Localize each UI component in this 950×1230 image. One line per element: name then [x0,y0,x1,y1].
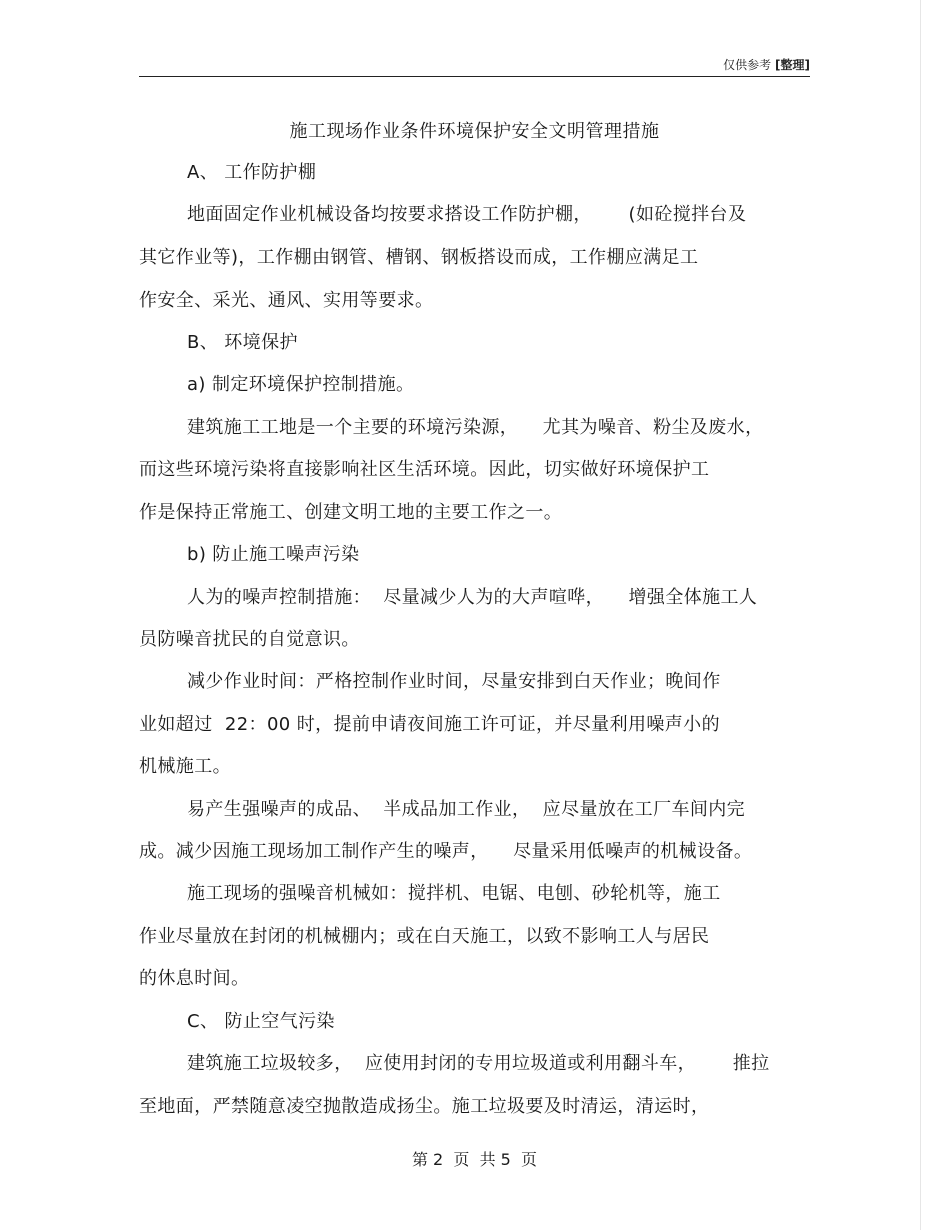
section-heading-a: A、 工作防护棚 [187,162,317,183]
paragraph-line: 作安全、采光、通风、实用等要求。 [139,290,434,311]
section-heading-c: C、 防止空气污染 [187,1011,335,1032]
header-rule [139,76,810,77]
paragraph-line: 作业尽量放在封闭的机械棚内；或在白天施工，以致不影响工人与居民 [139,926,710,947]
paragraph-line: 施工现场的强噪音机械如：搅拌机、电锯、电刨、砂轮机等，施工 [187,883,721,904]
paragraph-line: 地面固定作业机械设备均按要求搭设工作防护棚， (如砼搅拌台及 [187,204,747,225]
paragraph-line: 人为的噪声控制措施： 尽量减少人为的大声喧哗， 增强全体施工人 [187,587,758,608]
page-footer: 第 2 页 共 5 页 [411,1150,538,1169]
section-heading-b: B、 环境保护 [187,332,298,353]
header-text: 仅供参考 [723,58,772,72]
paragraph-line: 而这些环境污染将直接影响社区生活环境。因此，切实做好环境保护工 [139,459,710,480]
paragraph-line: 成。减少因施工现场加工制作产生的噪声， 尽量采用低噪声的机械设备。 [139,841,753,862]
paragraph-line: 业如超过 22：00 时，提前申请夜间施工许可证，并尽量利用噪声小的 [139,714,720,735]
paragraph-line: 员防噪音扰民的自觉意识。 [139,629,360,650]
paragraph-line: 作是保持正常施工、创建文明工地的主要工作之一。 [139,502,563,523]
paragraph-line: 减少作业时间：严格控制作业时间，尽量安排到白天作业；晚间作 [187,671,721,692]
paragraph-line: 至地面，严禁随意凌空抛散造成扬尘。施工垃圾要及时清运，清运时， [139,1096,710,1117]
document-title: 施工现场作业条件环境保护安全文明管理措施 [289,121,660,142]
paragraph-line: 其它作业等)，工作棚由钢管、槽钢、钢板搭设而成，工作棚应满足工 [139,247,699,268]
subsection-heading: b) 防止施工噪声污染 [187,544,360,565]
paragraph-line: 机械施工。 [139,756,231,777]
page-header [139,56,810,73]
paragraph-line: 建筑施工工地是一个主要的环境污染源， 尤其为噪音、粉尘及废水， [187,417,764,438]
paragraph-line: 易产生强噪声的成品、 半成品加工作业， 应尽量放在工厂车间内完 [187,799,746,820]
paragraph-line: 建筑施工垃圾较多， 应使用封闭的专用垃圾道或利用翻斗车， 推拉 [187,1053,770,1074]
subsection-heading: a) 制定环境保护控制措施。 [187,374,415,395]
paragraph-line: 的休息时间。 [139,968,250,989]
header-tag: [整理] [775,58,810,72]
